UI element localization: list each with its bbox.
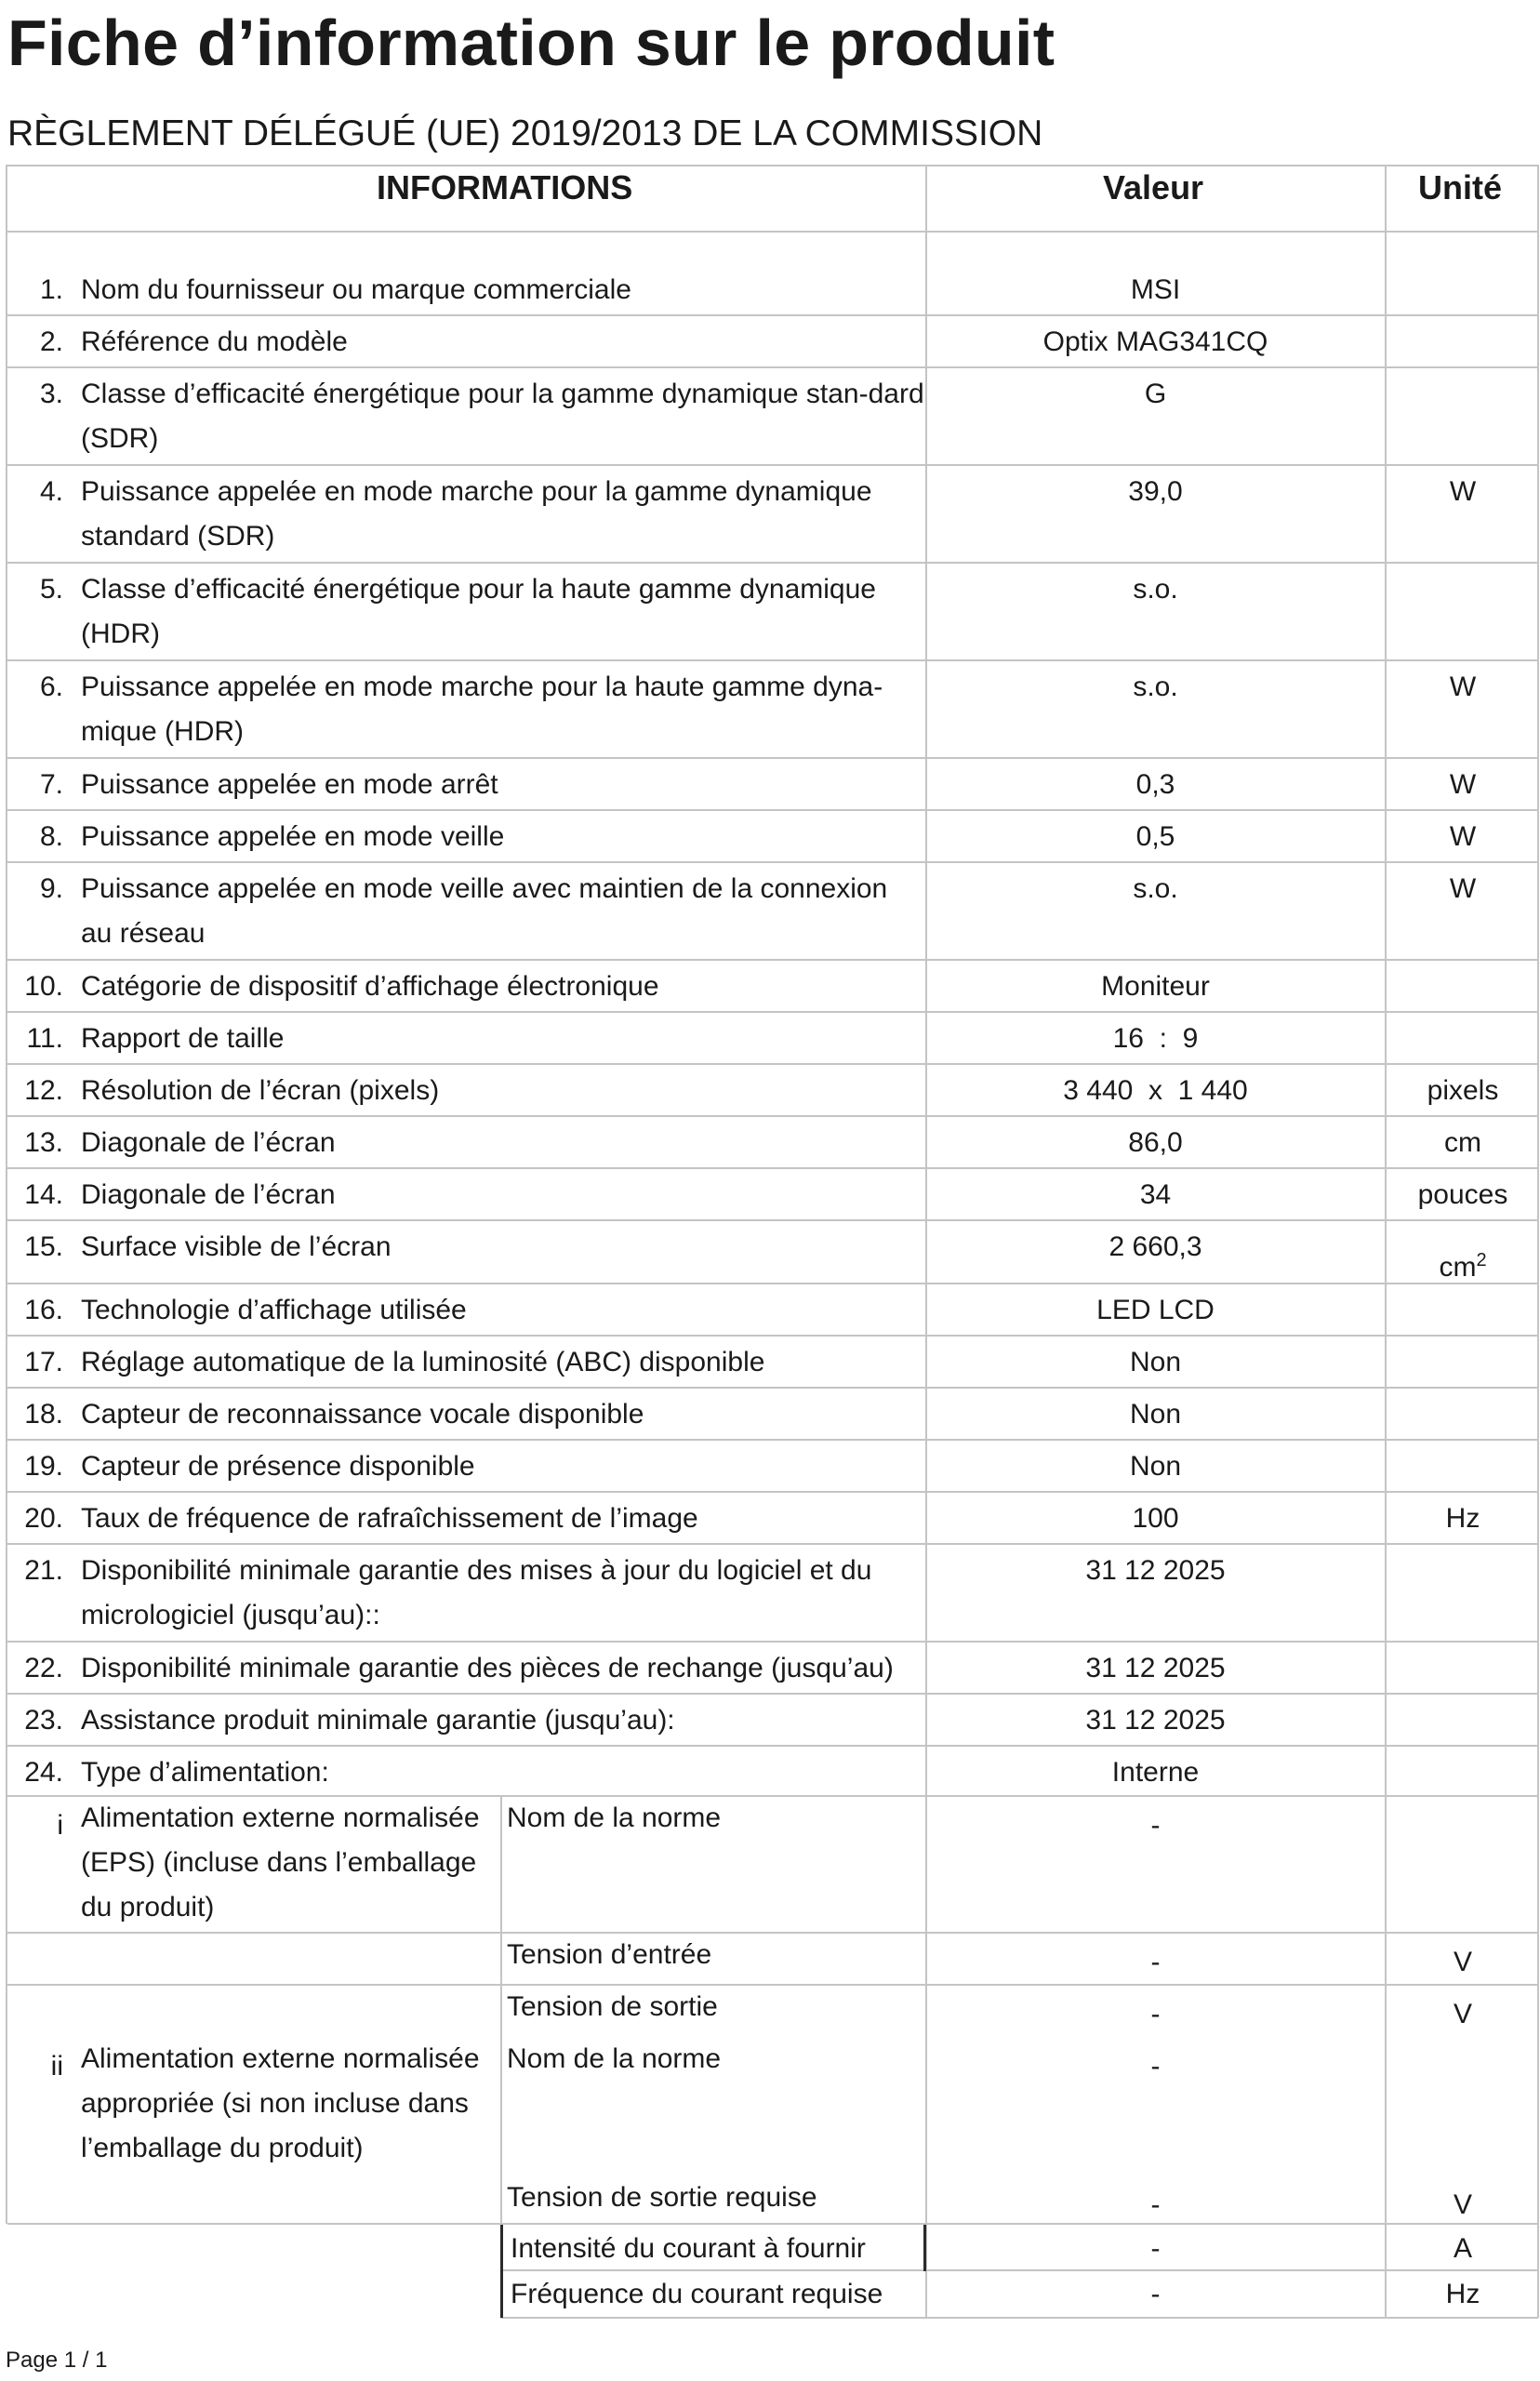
row-unit: pixels xyxy=(1427,1075,1499,1106)
table-rule xyxy=(1537,165,1539,2318)
row-label: Surface visible de l’écran xyxy=(81,1231,392,1262)
psu-item-unit: V xyxy=(1453,1999,1472,2029)
table-rule xyxy=(500,2225,503,2318)
table-rule xyxy=(7,1167,1538,1169)
table-rule xyxy=(7,1543,1538,1545)
header-informations: INFORMATIONS xyxy=(377,168,633,206)
row-label: Diagonale de l’écran xyxy=(81,1127,336,1158)
row-label: Puissance appelée en mode veille avec maintien de la connexion au réseau xyxy=(81,873,888,949)
row-label: Nom du fournisseur ou marque commerciale xyxy=(81,274,631,305)
row-number: 4. xyxy=(39,476,63,507)
row-number: 14. xyxy=(24,1179,63,1210)
psu-item-label: Nom de la norme xyxy=(507,2043,722,2074)
psu-item-unit: V xyxy=(1453,2189,1472,2220)
row-value: 100 xyxy=(1132,1503,1179,1534)
row-number: 19. xyxy=(24,1451,63,1482)
row-unit: Hz xyxy=(1445,1503,1480,1534)
row-value: Optix MAG341CQ xyxy=(1042,326,1268,357)
psu-item-value: - xyxy=(1150,1947,1161,1977)
row-value: 31 12 2025 xyxy=(1085,1555,1226,1586)
page-title: Fiche d’information sur le produit xyxy=(7,7,1055,79)
table-rule xyxy=(7,861,1538,863)
row-unit: W xyxy=(1449,821,1477,852)
table-rule xyxy=(925,165,927,2318)
psu-item-label: Tension de sortie xyxy=(507,1991,718,2022)
row-value: G xyxy=(1144,379,1167,409)
header-valeur: Valeur xyxy=(1103,168,1204,206)
unit-superscript: 2 xyxy=(1476,1250,1487,1270)
table-rule xyxy=(7,366,1538,368)
row-label: Résolution de l’écran (pixels) xyxy=(81,1075,440,1106)
psu-item-value: - xyxy=(1150,2051,1161,2082)
row-number: 7. xyxy=(39,769,63,800)
row-label: Disponibilité minimale garantie des mises à jour du logiciel et du micrologiciel (jusqu’au):: xyxy=(81,1555,872,1630)
row-value: s.o. xyxy=(1133,873,1178,904)
table-rule xyxy=(7,231,1538,233)
row-label: Puissance appelée en mode veille xyxy=(81,821,505,852)
table-rule xyxy=(7,1439,1538,1441)
row-number: 5. xyxy=(39,574,63,605)
table-rule xyxy=(923,2225,926,2271)
table-rule xyxy=(7,959,1538,961)
row-number: 22. xyxy=(24,1653,63,1683)
row-label: Référence du modèle xyxy=(81,326,348,357)
table-rule xyxy=(1385,165,1387,2318)
row-label: Catégorie de dispositif d’affichage électronique xyxy=(81,971,659,1002)
row-value: Interne xyxy=(1111,1757,1200,1788)
table-rule xyxy=(7,757,1538,759)
psu-ii-label: Alimentation externe normalisée appropriée (si non incluse dans l’emballage du produit) xyxy=(81,2043,480,2163)
row-value: 31 12 2025 xyxy=(1085,1653,1226,1683)
row-value: LED LCD xyxy=(1096,1295,1215,1325)
psu-item-label: Intensité du courant à fournir xyxy=(511,2233,866,2264)
header-unite: Unité xyxy=(1418,168,1502,206)
row-value: 86,0 xyxy=(1128,1127,1183,1158)
row-label: Puissance appelée en mode marche pour la haute gamme dyna-mique (HDR) xyxy=(81,672,883,747)
row-number: 6. xyxy=(39,672,63,702)
row-number: 1. xyxy=(39,274,63,305)
row-number: i xyxy=(57,1810,63,1841)
row-label: Diagonale de l’écran xyxy=(81,1179,336,1210)
row-number: 24. xyxy=(24,1757,63,1788)
row-number: 8. xyxy=(39,821,63,852)
row-number: 16. xyxy=(24,1295,63,1325)
row-value: 0,3 xyxy=(1135,769,1175,800)
table-rule xyxy=(7,1387,1538,1389)
psu-item-value: - xyxy=(1150,1810,1161,1841)
table-rule xyxy=(7,464,1538,466)
table-rule xyxy=(7,1335,1538,1337)
table-rule xyxy=(7,659,1538,661)
table-rule xyxy=(7,1283,1538,1284)
row-label: Puissance appelée en mode arrêt xyxy=(81,769,498,800)
row-label: Assistance produit minimale garantie (jusqu’au): xyxy=(81,1705,675,1736)
psu-item-unit: V xyxy=(1453,1947,1472,1977)
row-value: 39,0 xyxy=(1128,476,1183,507)
row-unit: cm xyxy=(1444,1127,1481,1158)
row-value: Non xyxy=(1129,1347,1182,1377)
row-value: 16 : 9 xyxy=(1112,1023,1199,1054)
row-value: Non xyxy=(1129,1451,1182,1482)
psu-item-label: Tension d’entrée xyxy=(507,1939,712,1970)
psu-item-label: Nom de la norme xyxy=(507,1802,722,1833)
psu-item-value: - xyxy=(1150,1999,1161,2029)
row-value: Non xyxy=(1129,1399,1182,1430)
row-number: 12. xyxy=(24,1075,63,1106)
row-value: Moniteur xyxy=(1101,971,1210,1002)
table-rule xyxy=(7,562,1538,564)
row-unit: W xyxy=(1449,769,1477,800)
row-value: 31 12 2025 xyxy=(1085,1705,1226,1736)
table-rule xyxy=(7,1984,1538,1986)
table-rule xyxy=(500,2269,1538,2271)
row-label: Disponibilité minimale garantie des pièces de rechange (jusqu’au) xyxy=(81,1653,894,1683)
table-rule xyxy=(7,1011,1538,1013)
table-rule xyxy=(500,2317,1538,2319)
psu-item-unit: A xyxy=(1453,2233,1472,2264)
row-number: 2. xyxy=(39,326,63,357)
row-number: 20. xyxy=(24,1503,63,1534)
regulation-subtitle: RÈGLEMENT DÉLÉGUÉ (UE) 2019/2013 DE LA COMMISSION xyxy=(7,113,1043,153)
row-number: 18. xyxy=(24,1399,63,1430)
row-value: 3 440 x 1 440 xyxy=(1063,1075,1248,1106)
row-number: 13. xyxy=(24,1127,63,1158)
table-rule xyxy=(7,1932,1538,1934)
row-number: 15. xyxy=(24,1231,63,1262)
row-number: 3. xyxy=(39,379,63,409)
table-rule xyxy=(7,1491,1538,1493)
row-label: Classe d’efficacité énergétique pour la haute gamme dynamique (HDR) xyxy=(81,574,876,649)
psu-i-label: Alimentation externe normalisée (EPS) (incluse dans l’emballage du produit) xyxy=(81,1802,480,1922)
row-unit: W xyxy=(1449,873,1477,904)
row-value: 34 xyxy=(1139,1179,1172,1210)
psu-item-unit: Hz xyxy=(1445,2279,1480,2309)
row-number: 11. xyxy=(26,1023,63,1054)
row-label: Classe d’efficacité énergétique pour la gamme dynamique stan-dard (SDR) xyxy=(81,379,924,454)
table-rule xyxy=(7,2223,1538,2225)
row-value: s.o. xyxy=(1133,574,1178,605)
row-label: Capteur de présence disponible xyxy=(81,1451,475,1482)
row-unit: W xyxy=(1449,672,1477,702)
row-label: Puissance appelée en mode marche pour la gamme dynamique standard (SDR) xyxy=(81,476,872,552)
table-rule xyxy=(7,1219,1538,1221)
row-number: 10. xyxy=(24,971,63,1002)
row-number: 9. xyxy=(39,873,63,904)
table-rule xyxy=(7,314,1538,316)
row-number: 21. xyxy=(24,1555,63,1586)
table-rule xyxy=(500,1795,502,2223)
row-number: 17. xyxy=(24,1347,63,1377)
row-label: Taux de fréquence de rafraîchissement de l’image xyxy=(81,1503,698,1534)
row-label: Capteur de reconnaissance vocale disponible xyxy=(81,1399,644,1430)
table-rule xyxy=(7,165,1538,166)
table-rule xyxy=(7,1641,1538,1643)
row-label: Rapport de taille xyxy=(81,1023,285,1054)
table-rule xyxy=(7,809,1538,811)
unit-text: cm xyxy=(1439,1252,1477,1283)
table-rule xyxy=(7,1745,1538,1747)
row-label: Technologie d’affichage utilisée xyxy=(81,1295,467,1325)
psu-item-label: Fréquence du courant requise xyxy=(511,2279,883,2309)
row-label: Type d’alimentation: xyxy=(81,1757,329,1788)
row-value: 0,5 xyxy=(1135,821,1175,852)
table-rule xyxy=(7,1063,1538,1065)
row-number: ii xyxy=(50,2051,63,2082)
psu-item-value: - xyxy=(1150,2279,1161,2309)
table-rule xyxy=(7,1693,1538,1695)
table-rule xyxy=(7,1115,1538,1117)
psu-item-value: - xyxy=(1150,2233,1161,2264)
page-footer: Page 1 / 1 xyxy=(6,2348,108,2373)
psu-item-label: Tension de sortie requise xyxy=(507,2182,817,2213)
psu-item-value: - xyxy=(1150,2189,1161,2220)
table-rule xyxy=(7,1795,1538,1797)
row-label: Réglage automatique de la luminosité (ABC) disponible xyxy=(81,1347,765,1377)
row-value: MSI xyxy=(1130,274,1181,305)
row-unit: pouces xyxy=(1417,1179,1508,1210)
row-number: 23. xyxy=(24,1705,63,1736)
row-value: s.o. xyxy=(1133,672,1178,702)
row-value: 2 660,3 xyxy=(1109,1231,1202,1262)
row-unit: W xyxy=(1449,476,1477,507)
table-rule xyxy=(6,165,7,2224)
